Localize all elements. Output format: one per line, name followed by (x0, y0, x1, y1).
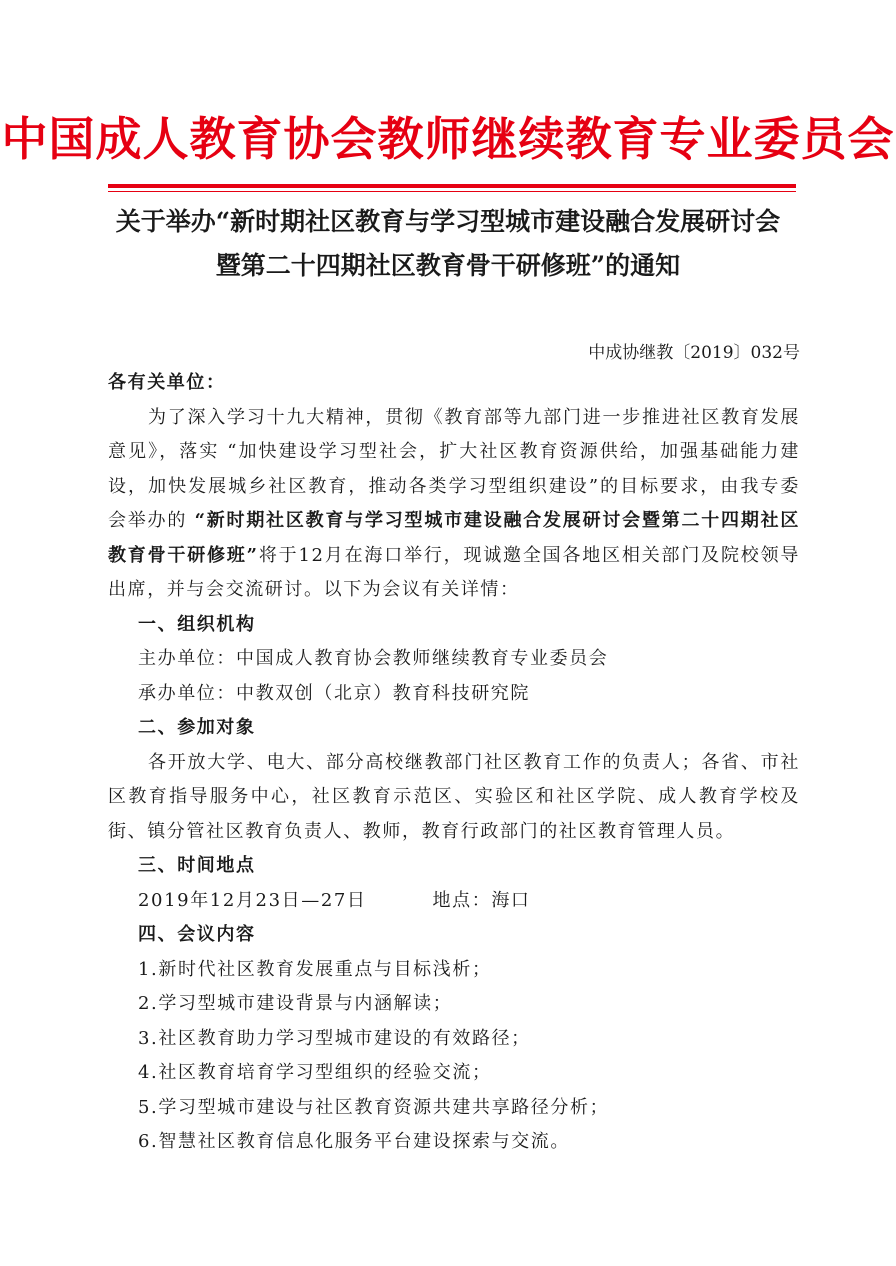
section-heading-time-place: 三、时间地点 (138, 855, 256, 876)
list-item: 4.社区教育培育学习型组织的经验交流； (138, 1062, 492, 1083)
host-unit: 主办单位：中国成人教育协会教师继续教育专业委员会 (138, 648, 609, 669)
section-heading-organization: 一、组织机构 (138, 613, 256, 635)
section-heading-content: 四、会议内容 (138, 924, 256, 945)
intro-text-before: 为了深入学习十九大精神，贯彻《教育部等九部门进一步推进社区教育发展意见》，落实 “加快建设学习型社会，扩大社区教育资源供给，加强基础能力建设，加快发展城乡社区教育，推动各类学习型组织建设”的目标要求，由我专委会举办的 (108, 406, 800, 531)
notice-title (60, 200, 836, 288)
list-item: 2.学习型城市建设背景与内涵解读； (138, 993, 453, 1014)
notice-body (108, 366, 800, 1160)
list-item: 6.智慧社区教育信息化服务平台建设探索与交流。 (138, 1131, 570, 1152)
list-item: 3.社区教育助力学习型城市建设的有效路径； (138, 1027, 531, 1049)
notice-title-line-1: 关于举办“新时期社区教育与学习型城市建设融合发展研讨会 (115, 207, 781, 236)
list-item: 1.新时代社区教育发展重点与目标浅析； (138, 958, 492, 980)
intro-paragraph (108, 401, 800, 608)
section-heading-participants: 二、参加对象 (138, 717, 256, 738)
participants-paragraph: 各开放大学、电大、部分高校继教部门社区教育工作的负责人；各省、市社区教育指导服务中心，社区教育示范区、实验区和社区学院、成人教育学校及街、镇分管社区教育负责人、教师，教育行政部门的社区教育管理人员。 (108, 751, 800, 842)
intro-event-name: “新时期社区教育与学习型城市建设融合发展研讨会暨第二十四期社区教育骨干研修班” (108, 510, 800, 566)
time-place-line (108, 884, 800, 919)
notice-title-line-2: 暨第二十四期社区教育骨干研修班”的通知 (215, 251, 681, 280)
intro-text-after: 将于12月在海口举行，现诚邀全国各地区相关部门及院校领导出席，并与会交流研讨。以下为会议有关详情： (108, 544, 800, 600)
organizer-unit: 承办单位：中教双创（北京）教育科技研究院 (138, 682, 530, 704)
event-dates: 2019年12月23日—27日 (138, 889, 367, 911)
letterhead-rule-thick (108, 184, 796, 188)
event-location: 地点：海口 (432, 889, 531, 911)
letterhead-rule-thin (108, 191, 796, 192)
org-letterhead-title: 中国成人教育协会教师继续教育专业委员会 (1, 112, 895, 166)
list-item: 5.学习型城市建设与社区教育资源共建共享路径分析； (138, 1096, 610, 1118)
document-number: 中成协继教〔2019〕032号 (588, 343, 800, 363)
salutation: 各有关单位： (108, 372, 226, 393)
content-list (108, 953, 800, 1160)
